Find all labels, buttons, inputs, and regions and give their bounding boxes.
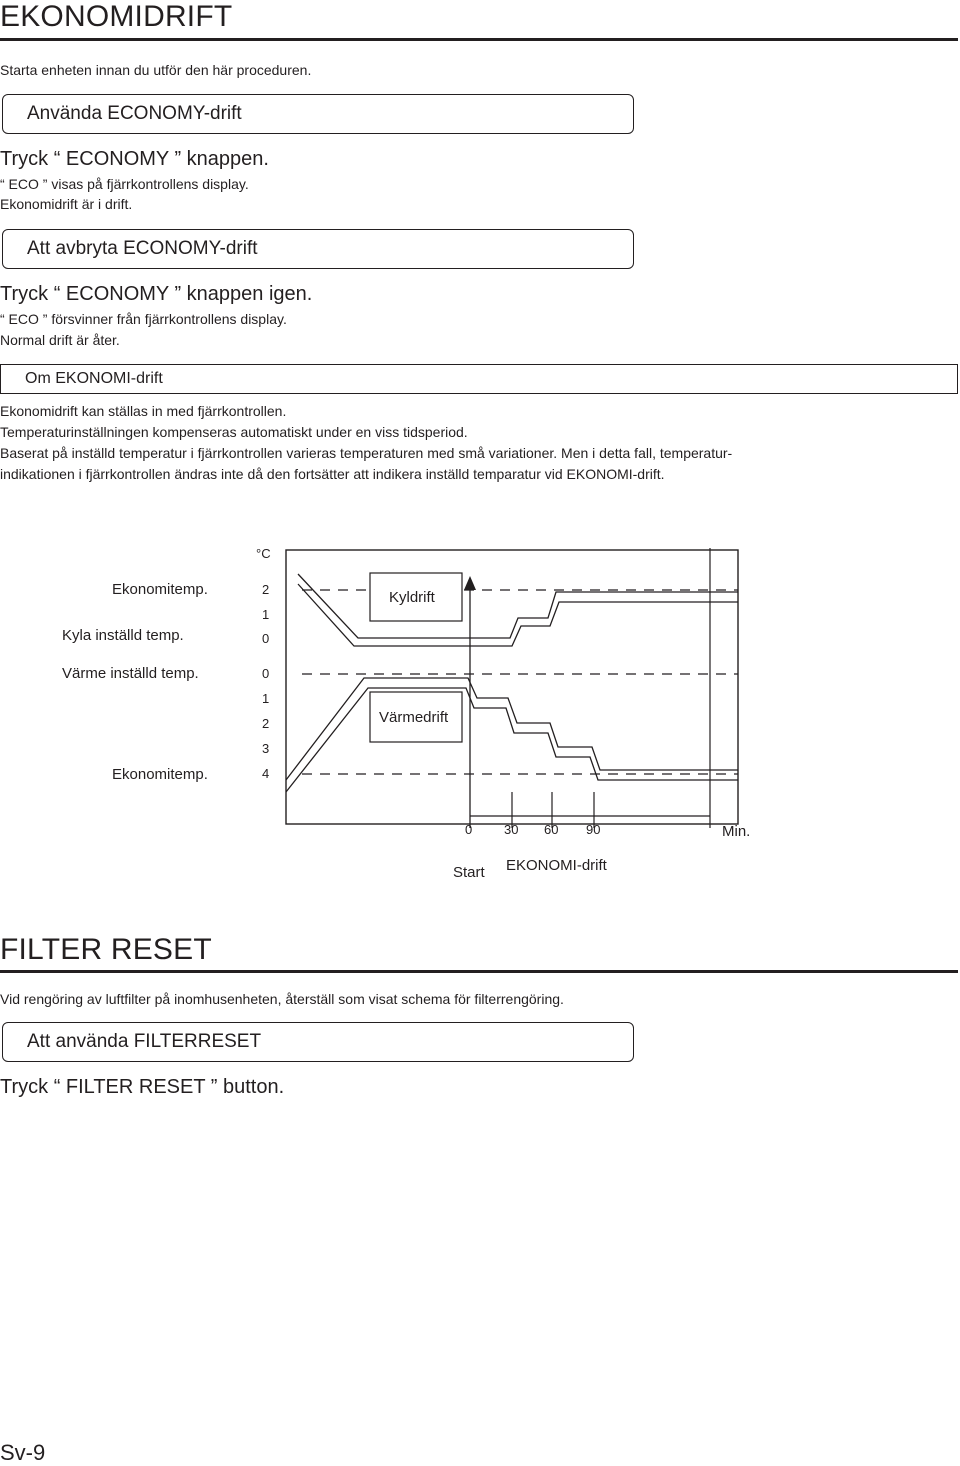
filter-reset-header-box xyxy=(2,1022,634,1062)
section-title-ekonomidrift: EKONOMIDRIFT xyxy=(0,0,233,33)
heating-label: Värmedrift xyxy=(379,709,449,726)
about-line: indikationen i fjärrkontrollen ändras inte då den fortsätter att indikera inställd temparatur vid EKONOMI-drift. xyxy=(0,466,665,482)
use-economy-header: Använda ECONOMY-drift xyxy=(27,103,242,124)
about-line: Ekonomidrift kan ställas in med fjärrkontrollen. xyxy=(0,403,287,419)
use-economy-note-2: Ekonomidrift är i drift. xyxy=(0,196,133,212)
plot-frame xyxy=(286,550,738,824)
heat-tick: 4 xyxy=(262,766,270,781)
section-title-filter-reset: FILTER RESET xyxy=(0,933,212,966)
filter-reset-header: Att använda FILTERRESET xyxy=(27,1031,262,1052)
economy-temperature-chart xyxy=(0,530,960,930)
x-unit-label: Min. xyxy=(722,823,751,840)
heat-tick: 0 xyxy=(262,666,270,681)
about-economy-header: Om EKONOMI-drift xyxy=(25,370,163,387)
use-economy-note-1: “ ECO ” visas på fjärrkontrollens display. xyxy=(0,176,249,192)
heat-eco-label: Ekonomitemp. xyxy=(112,766,208,783)
economy-annotation: EKONOMI-drift xyxy=(506,857,607,874)
heat-tick: 3 xyxy=(262,741,270,756)
cancel-economy-step: Tryck “ ECONOMY ” knappen igen. xyxy=(0,283,313,305)
about-economy-header-box xyxy=(0,364,958,394)
cooling-curve xyxy=(298,574,738,646)
cooling-label: Kyldrift xyxy=(389,589,435,606)
y-unit-label: °C xyxy=(256,546,271,561)
cool-tick: 1 xyxy=(262,607,270,622)
cool-eco-label: Ekonomitemp. xyxy=(112,581,208,598)
heat-tick: 2 xyxy=(262,716,270,731)
start-annotation: Start xyxy=(453,864,485,881)
heat-tick: 1 xyxy=(262,691,270,706)
cancel-economy-header-box xyxy=(2,229,634,269)
cool-tick: 2 xyxy=(262,582,270,597)
about-line: Temperaturinställningen kompenseras automatiskt under en viss tidsperiod. xyxy=(0,424,468,440)
filter-reset-step: Tryck “ FILTER RESET ” button. xyxy=(0,1076,285,1098)
intro-text: Starta enheten innan du utför den här proceduren. xyxy=(0,62,312,78)
use-economy-header-box xyxy=(2,94,634,134)
section-divider xyxy=(0,970,958,973)
about-economy-paragraph xyxy=(0,401,732,485)
filter-intro-text: Vid rengöring av luftfilter på inomhusenheten, återställ som visat schema för filterrengöring. xyxy=(0,991,564,1007)
cancel-economy-note-2: Normal drift är åter. xyxy=(0,332,120,348)
x-tick-label: 0 xyxy=(465,822,473,837)
heating-curve xyxy=(286,678,738,792)
time-marker-arrow-icon xyxy=(464,576,476,590)
cancel-economy-header: Att avbryta ECONOMY-drift xyxy=(27,238,258,259)
section-divider xyxy=(0,38,958,41)
page-number: Sv-9 xyxy=(0,1440,46,1465)
about-line: Baserat på inställd temperatur i fjärrkontrollen varieras temperaturen med små variationer. Men i detta fall, temperatur- xyxy=(0,445,733,461)
cool-tick: 0 xyxy=(262,631,270,646)
x-tick-label: 60 xyxy=(544,822,559,837)
cool-set-label: Kyla inställd temp. xyxy=(62,627,184,644)
cancel-economy-note-1: “ ECO ” försvinner från fjärrkontrollens display. xyxy=(0,311,287,327)
use-economy-step: Tryck “ ECONOMY ” knappen. xyxy=(0,148,269,170)
x-tick-label: 30 xyxy=(504,822,519,837)
heat-set-label: Värme inställd temp. xyxy=(62,665,199,682)
x-tick-label: 90 xyxy=(586,822,601,837)
